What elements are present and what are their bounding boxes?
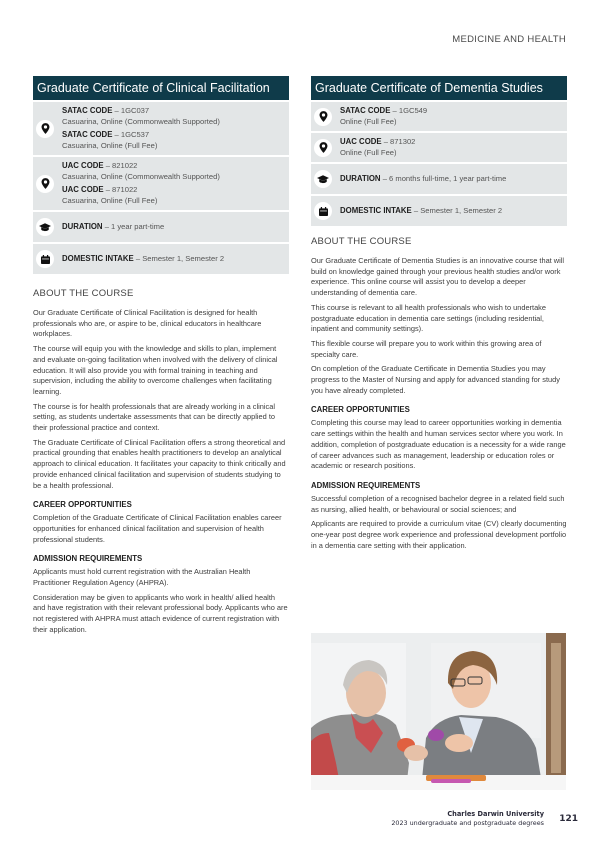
admission-paragraph: Applicants are required to provide a curriculum vitae (CV) clearly documenting one-year post degree work experience and professional development portfolio in a dementia care setting with their application. [311,519,567,550]
course-title: Graduate Certificate of Dementia Studies [311,76,567,100]
course-clinical-facilitation [33,76,289,640]
domestic-intake-row: DOMESTIC INTAKE – Semester 1, Semester 2 [33,244,289,274]
page-number: 121 [559,814,578,824]
admission-paragraph: Successful completion of a recognised bachelor degree in a related field such as nursing, allied health, or behavioural or social sciences; and [311,493,565,514]
uac-codes-row: UAC CODE – 821022 Casuarina, Online (Commonwealth Supported) UAC CODE – 871022 Casuarina, Online (Full Fee) [33,157,289,210]
calendar-icon [36,250,54,268]
footer [391,810,544,827]
admission-paragraph: Consideration may be given to applicants who work in health/ allied health and have registration with their relevant professional body. Applicants who are not registered with AHPRA must attach evidence of current registration with their application. [33,592,288,634]
graduation-cap-icon [314,170,332,188]
course-title: Graduate Certificate of Clinical Facilitation [33,76,289,100]
about-paragraph: On completion of the Graduate Certificate in Dementia Studies you may progress to the Master of Nursing and apply for advanced standing for study you have already completed. [311,364,560,395]
location-pin-icon [36,175,54,193]
about-paragraph: This flexible course will prepare you to work within this growing area of specialty care. [311,338,542,359]
duration-row: DURATION – 1 year part-time [33,212,289,242]
domestic-intake-row: DOMESTIC INTAKE – Semester 1, Semester 2 [311,196,567,226]
photo-illustration [311,633,566,790]
about-paragraph: The course is for health professionals that are already working in a clinical setting, as students undertake assessments that can be directly applied to their professional practice and context. [33,401,275,433]
duration-row: DURATION – 6 months full-time, 1 year part-time [311,164,567,194]
career-paragraph: Completing this course may lead to career opportunities working in dementia care settings within the health and human services sector where you work. In addition, completion of postgraduate education is a necessity for a wide range of career advances such as management, leadership or education roles or academic or research positions. [311,418,566,471]
section-label: MEDICINE AND HEALTH [452,34,566,45]
about-heading: ABOUT THE COURSE [311,236,412,247]
graduation-cap-icon [36,218,54,236]
uac-code-row: UAC CODE – 871302 Online (Full Fee) [311,133,567,162]
admission-paragraph: Applicants must hold current registration with the Australian Health Practitioner Regulation Agency (AHPRA). [33,567,251,588]
about-paragraph: Our Graduate Certificate of Clinical Facilitation is designed for health professionals who are, or aspire to be, clinical educators in healthcare workplaces. [33,308,262,339]
career-heading: CAREER OPPORTUNITIES [311,405,410,415]
about-paragraph: The Graduate Certificate of Clinical Facilitation offers a strong theoretical and practical grounding that enables health practitioners to develop an analytical approach to clinical education. It facilitates your capacity to think critically and provide enhanced clinical facilitation and supervision of students studying to be a health professional. [33,437,286,490]
footer-subtitle: 2023 undergraduate and postgraduate degrees [391,819,544,827]
about-heading: ABOUT THE COURSE [33,288,134,299]
admission-heading: ADMISSION REQUIREMENTS [33,554,143,564]
location-pin-icon [36,120,54,138]
career-heading: CAREER OPPORTUNITIES [33,500,132,510]
about-paragraph: The course will equip you with the knowledge and skills to plan, implement and evaluate on-going facilitation when involved with the delivery of clinical education. It will also provide you with formal training in teaching and supervision, including the ability to overcome challenges when facilitating learning. [33,344,278,396]
about-paragraph: Our Graduate Certificate of Dementia Studies is an innovative course that will build on knowledge gained through your previous health studies and/or work experience. This online course will assist you to develop a deeper understanding of dementia care. [311,256,565,298]
satac-code-row: SATAC CODE – 1GC549 Online (Full Fee) [311,102,567,131]
calendar-icon [314,202,332,220]
satac-codes-row: SATAC CODE – 1GC037 Casuarina, Online (Commonwealth Supported) SATAC CODE – 1GC537 Casuarina, Online (Full Fee) [33,102,289,155]
admission-heading: ADMISSION REQUIREMENTS [311,480,421,490]
career-paragraph: Completion of the Graduate Certificate of Clinical Facilitation enables career opportunities for enhanced clinical facilitation and supervision of health professional students. [33,513,282,544]
location-pin-icon [314,108,332,126]
course-dementia-studies [311,76,567,555]
dementia-care-photo [311,633,566,790]
location-pin-icon [314,139,332,157]
footer-university: Charles Darwin University [447,810,544,818]
about-paragraph: This course is relevant to all health professionals who wish to undertake postgraduate education in dementia care settings (including residential, inpatient and community settings). [311,302,546,334]
